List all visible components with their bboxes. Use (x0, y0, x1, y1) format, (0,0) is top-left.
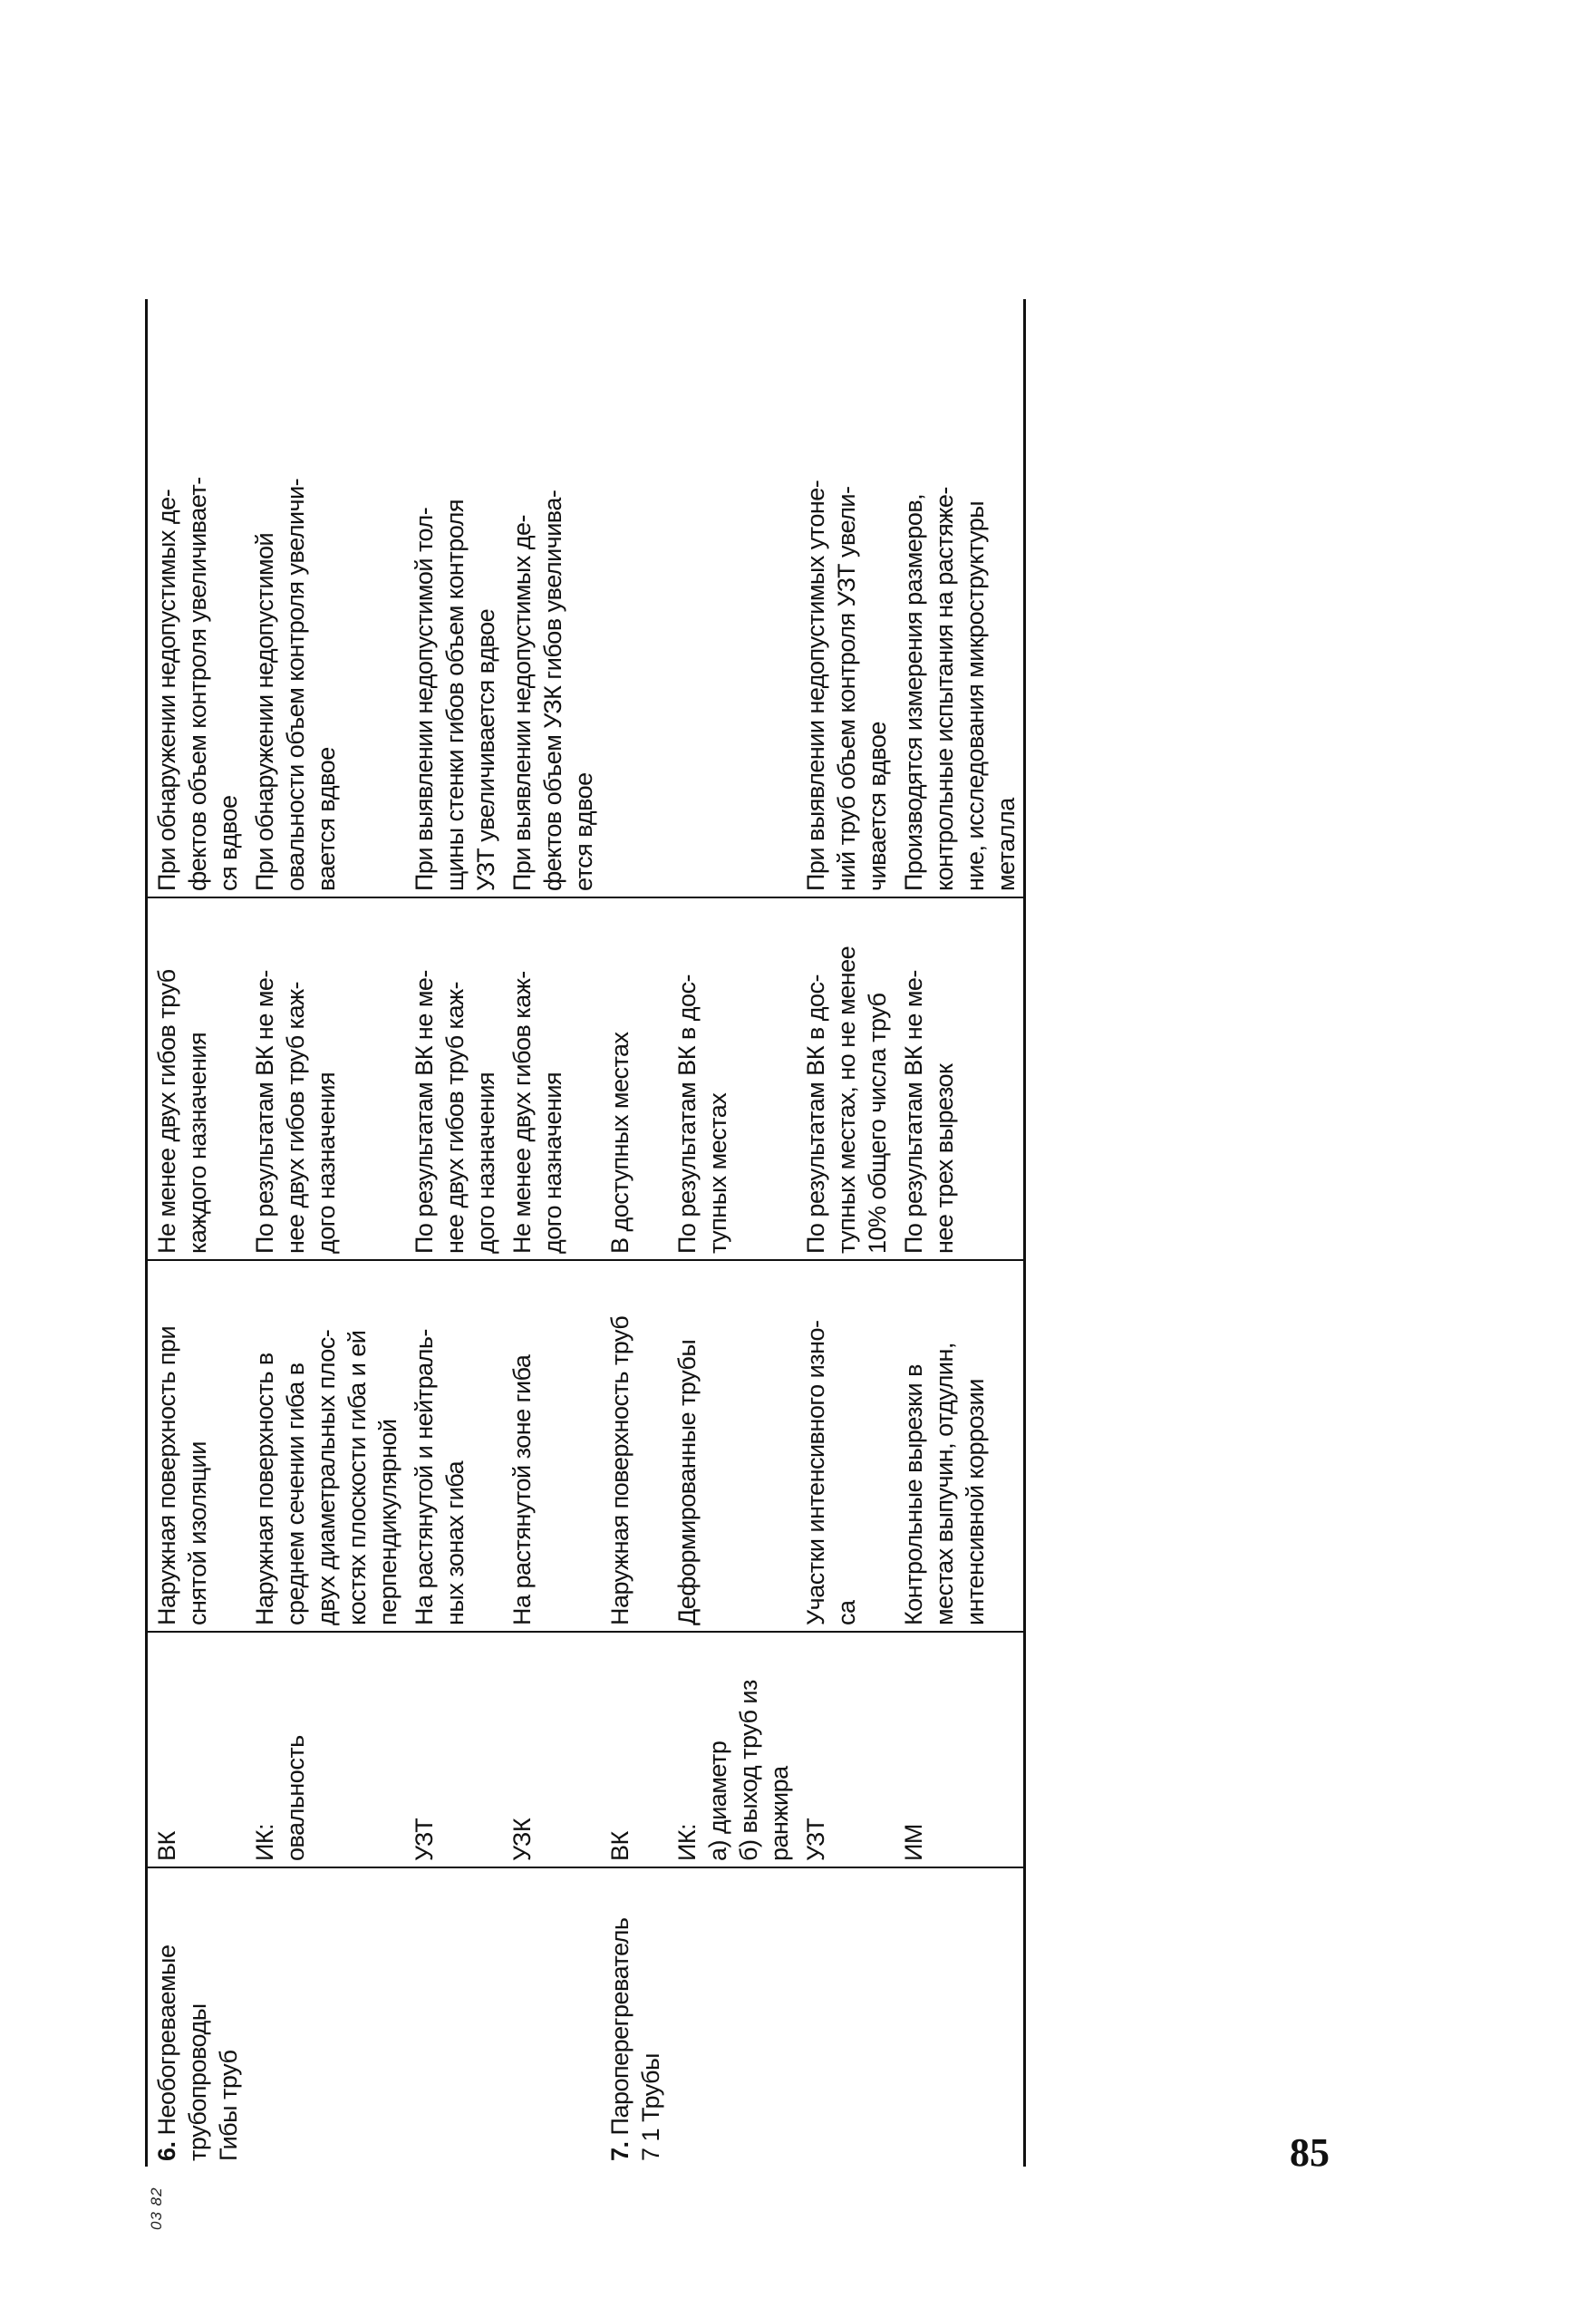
table-row (895, 299, 1025, 2167)
cell-text-line: Деформированные трубы (673, 1339, 701, 1625)
table-row (246, 299, 405, 2167)
cell-text-line: снятой изоляции (184, 1441, 211, 1625)
cell-text-line: По результатам ВК не ме- (411, 970, 438, 1254)
cell-text-line: По результатам ВК в дос- (802, 974, 829, 1254)
cell-text-line: По результатам ВК в дос- (673, 974, 701, 1254)
cell-text-line: ранжира (766, 1766, 793, 1861)
cell-method (601, 1632, 668, 1867)
cell-zone (668, 1260, 797, 1632)
section-title: Пароперегреватель (606, 1917, 634, 2142)
cell-text-line: тупных местах (704, 1092, 731, 1254)
cell-text-line: Наружная поверхность при (153, 1325, 180, 1625)
cell-text-line: ний труб объем контроля УЗТ увели- (833, 486, 860, 891)
table-row (668, 299, 797, 2167)
cell-text-line: УЗТ увеличивается вдвое (472, 608, 499, 891)
cell-text-line: б) выход труб из (735, 1680, 762, 1861)
cell-zone (797, 1260, 895, 1632)
rotated-table-container (145, 299, 1341, 2167)
section-heading (605, 1874, 635, 2161)
cell-text-line: По результатам ВК не ме- (900, 970, 927, 1254)
cell-text-line: щины стенки гибов объем контроля (441, 499, 469, 891)
cell-text-line: На растянутой и нейтраль- (411, 1329, 438, 1625)
cell-zone (147, 1260, 247, 1632)
cell-volume (668, 897, 797, 1260)
cell-text-line: трубопроводы (184, 2003, 211, 2161)
cell-method (797, 1632, 895, 1867)
cell-text-line: ется вдвое (570, 772, 597, 891)
cell-text-line: УЗТ (411, 1818, 438, 1861)
cell-text-line: При обнаружении недопустимых де- (153, 489, 180, 891)
cell-object (601, 1867, 668, 2167)
cell-text-line: ние, исследования микроструктуры (962, 500, 989, 891)
cell-text-line: 7 1 Трубы (637, 2053, 664, 2161)
inspection-table (145, 299, 1026, 2167)
table-row (797, 299, 895, 2167)
cell-text-line: По результатам ВК не ме- (251, 970, 278, 1254)
cell-text-line: При выявлении недопустимой тол- (411, 507, 438, 891)
cell-volume (895, 897, 1025, 1260)
cell-zone (405, 1260, 503, 1632)
cell-note (797, 299, 895, 897)
footer-code: 03 82 (148, 2187, 165, 2230)
cell-text-line: тупных местах, но не менее (833, 946, 860, 1254)
cell-text-line: Гибы труб (215, 2050, 242, 2161)
cell-text-line: фектов объем УЗК гибов увеличива- (539, 490, 566, 891)
cell-text-line: На растянутой зоне гиба (508, 1354, 536, 1625)
cell-object (405, 1867, 503, 2167)
cell-text-line: 10% общего числа труб (864, 993, 891, 1254)
cell-text-line: перпендикулярной (374, 1419, 401, 1625)
page-number: 85 (1290, 2130, 1330, 2175)
cell-note (147, 299, 247, 897)
cell-text-line: дого назначения (539, 1072, 566, 1254)
cell-text-line: двух диаметральных плос- (313, 1329, 340, 1625)
section-number: 6. (153, 2141, 180, 2161)
cell-text-line: ИМ (900, 1824, 927, 1861)
cell-text-line: среднем сечении гиба в (282, 1362, 309, 1625)
cell-text-line: овальность (282, 1735, 309, 1861)
cell-text-line: чивается вдвое (864, 722, 891, 891)
cell-text-line: дого назначения (313, 1072, 340, 1254)
cell-method (405, 1632, 503, 1867)
cell-text-line: вается вдвое (313, 747, 340, 891)
cell-text-line: овальности объем контроля увеличи- (282, 478, 309, 891)
cell-text-line: местах выпучин, отдулин, (931, 1343, 958, 1625)
cell-zone (246, 1260, 405, 1632)
cell-volume (147, 897, 247, 1260)
cell-text-line: Не менее двух гибов каж- (508, 971, 536, 1254)
cell-text-line: интенсивной коррозии (962, 1379, 989, 1625)
cell-text-line: При выявлении недопустимых утоне- (802, 480, 829, 891)
cell-text-line: каждого назначения (184, 1032, 211, 1254)
cell-method (147, 1632, 247, 1867)
cell-text-line: При обнаружении недопустимой (251, 532, 278, 891)
cell-zone (503, 1260, 601, 1632)
cell-volume (797, 897, 895, 1260)
cell-method (503, 1632, 601, 1867)
cell-note (668, 299, 797, 897)
cell-text-line: ИК: (251, 1823, 278, 1861)
table-row (405, 299, 503, 2167)
cell-text-line: са (833, 1600, 860, 1625)
table-body (147, 299, 1025, 2167)
cell-volume (246, 897, 405, 1260)
cell-text-line: а) диаметр (704, 1741, 731, 1861)
cell-note (246, 299, 405, 897)
cell-text-line: Наружная поверхность труб (606, 1315, 634, 1625)
cell-note (601, 299, 668, 897)
cell-text-line: При выявлении недопустимых де- (508, 514, 536, 891)
cell-text-line: Участки интенсивного изно- (802, 1320, 829, 1625)
cell-text-line: Контрольные вырезки в (900, 1364, 927, 1625)
cell-zone (895, 1260, 1025, 1632)
cell-note (895, 299, 1025, 897)
cell-text-line: нее двух гибов труб каж- (282, 981, 309, 1254)
cell-text-line: нее трех вырезок (931, 1063, 958, 1254)
cell-text-line: ся вдвое (215, 795, 242, 891)
section-title: Необогреваемые (153, 1944, 180, 2142)
cell-text-line: металла (992, 798, 1020, 891)
cell-text-line: костях плоскости гиба и ей (343, 1330, 371, 1625)
cell-text-line: ВК (153, 1831, 180, 1861)
table-row (503, 299, 601, 2167)
cell-text-line: ВК (606, 1831, 634, 1861)
cell-method (246, 1632, 405, 1867)
table-row (601, 299, 668, 2167)
cell-text-line: нее двух гибов труб каж- (441, 981, 469, 1254)
cell-zone (601, 1260, 668, 1632)
cell-text-line: Не менее двух гибов труб (153, 969, 180, 1254)
cell-volume (405, 897, 503, 1260)
cell-text-line: дого назначения (472, 1072, 499, 1254)
cell-object (797, 1867, 895, 2167)
cell-text-line: ных зонах гиба (441, 1460, 469, 1625)
cell-volume (601, 897, 668, 1260)
cell-note (405, 299, 503, 897)
cell-text-line: Производятся измерения размеров, (900, 493, 927, 891)
section-heading (151, 1874, 182, 2161)
table-row (147, 299, 247, 2167)
cell-object (503, 1867, 601, 2167)
cell-note (503, 299, 601, 897)
cell-volume (503, 897, 601, 1260)
cell-object (895, 1867, 1025, 2167)
cell-text-line: ИК: (673, 1823, 701, 1861)
cell-text-line: контрольные испытания на растяже- (931, 487, 958, 891)
cell-method (895, 1632, 1025, 1867)
cell-text-line: В доступных местах (606, 1032, 634, 1254)
section-number: 7. (606, 2141, 634, 2161)
cell-method (668, 1632, 797, 1867)
cell-text-line: фектов объем контроля увеличивает- (184, 477, 211, 891)
cell-object (246, 1867, 405, 2167)
cell-text-line: Наружная поверхность в (251, 1353, 278, 1625)
cell-text-line: УЗК (508, 1818, 536, 1861)
cell-text-line: УЗТ (802, 1818, 829, 1861)
cell-object (668, 1867, 797, 2167)
